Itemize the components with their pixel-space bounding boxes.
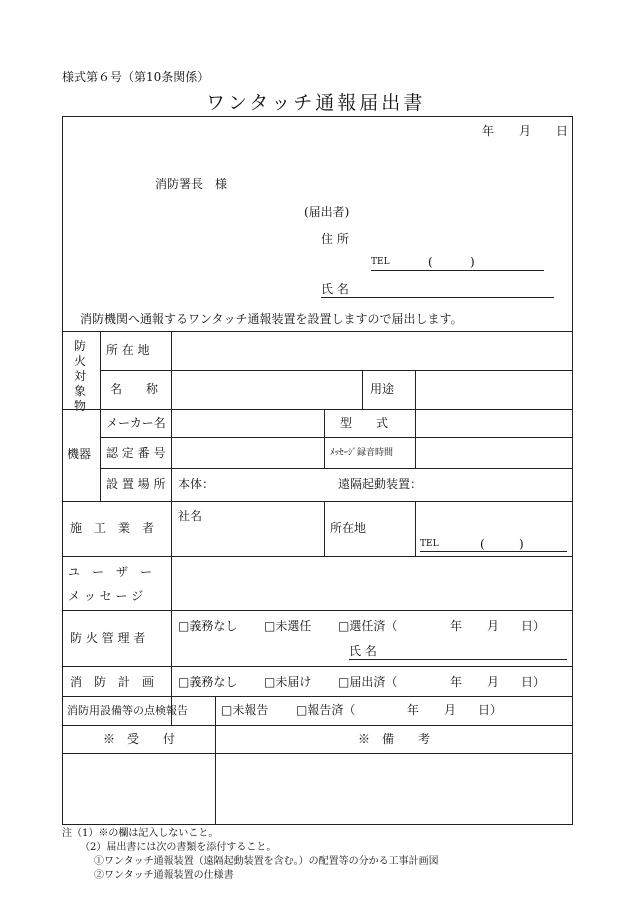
device-maker-label: メーカー名 bbox=[106, 416, 166, 430]
divider bbox=[100, 331, 101, 501]
date-day-label: 日 bbox=[556, 124, 569, 138]
applicant-tel-underline[interactable] bbox=[371, 270, 544, 271]
divider bbox=[62, 409, 573, 410]
contractor-tel-label: TEL bbox=[420, 539, 439, 549]
note-line-1: 注（1）※の欄は記入しないこと。 bbox=[62, 828, 219, 839]
object-name-label: 名 称 bbox=[110, 382, 159, 396]
reception-label: ※ 受 付 bbox=[103, 732, 176, 746]
device-msg-time-label: ﾒｯｾｰｼﾞ録音時間 bbox=[330, 448, 394, 458]
device-main-unit-label: 本体： bbox=[178, 477, 215, 491]
user-message-line1: ユ ー ザ ー bbox=[68, 565, 153, 579]
device-install-label: 設 置 場 所 bbox=[106, 477, 166, 491]
applicant-name-underline[interactable] bbox=[321, 297, 554, 298]
contractor-tel-paren-open: ( bbox=[480, 537, 485, 551]
page-title: ワンタッチ通報届出書 bbox=[206, 92, 426, 114]
divider bbox=[215, 696, 216, 825]
applicant-address-label: 住 所 bbox=[321, 232, 349, 246]
inspection-month: 月 bbox=[444, 703, 457, 717]
object-use-label: 用途 bbox=[370, 382, 395, 396]
device-cert-label: 認 定 番 号 bbox=[106, 446, 166, 460]
divider bbox=[62, 753, 573, 754]
date-month-label: 月 bbox=[519, 124, 532, 138]
divider bbox=[62, 556, 573, 557]
device-remote-label: 遠隔起動装置： bbox=[338, 477, 423, 491]
contractor-company-label: 社名 bbox=[178, 509, 203, 523]
user-message-line2: メ ッ セ ー ジ bbox=[68, 589, 144, 603]
addressee: 消防署長 様 bbox=[155, 177, 228, 191]
fire-plan-month: 月 bbox=[487, 675, 500, 689]
divider bbox=[415, 501, 416, 556]
divider bbox=[415, 409, 416, 468]
contractor-tel-paren-close: ) bbox=[519, 537, 524, 551]
statement-text: 消防機関へ通報するワンタッチ通報装置を設置しますので届出します。 bbox=[80, 312, 463, 326]
divider bbox=[62, 696, 573, 697]
device-section-label: 機器 bbox=[67, 447, 92, 461]
inspection-opt-not-reported[interactable]: □未報告 bbox=[221, 703, 269, 717]
inspection-label: 消防用設備等の点検報告 bbox=[67, 704, 188, 717]
fire-manager-opt-appointed[interactable]: □選任済（ bbox=[338, 619, 398, 633]
divider bbox=[62, 331, 573, 332]
divider bbox=[62, 501, 573, 502]
divider bbox=[324, 409, 325, 468]
fire-plan-day: 日） bbox=[521, 675, 546, 689]
divider bbox=[415, 370, 416, 409]
divider bbox=[62, 725, 573, 726]
fire-plan-label: 消 防 計 画 bbox=[70, 675, 155, 689]
fire-manager-label: 防 火 管 理 者 bbox=[70, 631, 146, 645]
date-year-label: 年 bbox=[482, 124, 495, 138]
fire-plan-opt-filed[interactable]: □届出済（ bbox=[338, 675, 398, 689]
divider bbox=[171, 331, 172, 725]
inspection-day: 日） bbox=[478, 703, 503, 717]
fire-manager-opt-unappointed[interactable]: □未選任 bbox=[264, 619, 312, 633]
fire-manager-day: 日） bbox=[521, 619, 546, 633]
fire-manager-year: 年 bbox=[450, 619, 463, 633]
divider bbox=[362, 370, 363, 409]
inspection-opt-reported[interactable]: □報告済（ bbox=[296, 703, 356, 717]
fire-manager-month: 月 bbox=[487, 619, 500, 633]
applicant-tel-paren-close: ) bbox=[470, 255, 475, 269]
fire-plan-opt-not-filed[interactable]: □未届け bbox=[264, 675, 312, 689]
fire-plan-opt-none[interactable]: □義務なし bbox=[178, 675, 238, 689]
fire-plan-year: 年 bbox=[450, 675, 463, 689]
contractor-label: 施 工 業 者 bbox=[70, 521, 155, 535]
fire-manager-opt-none[interactable]: □義務なし bbox=[178, 619, 238, 633]
divider bbox=[324, 501, 325, 556]
device-model-label: 型 式 bbox=[340, 416, 389, 430]
applicant-tel-label: TEL bbox=[371, 257, 390, 267]
object-section-label: 防火対象物 bbox=[74, 339, 87, 413]
divider bbox=[62, 610, 573, 611]
applicant-name-label: 氏 名 bbox=[321, 282, 349, 296]
object-location-label: 所 在 地 bbox=[106, 343, 150, 357]
remarks-label: ※ 備 考 bbox=[358, 732, 431, 746]
form-frame bbox=[62, 116, 573, 825]
note-line-2: （2）届出書には次の書類を添付すること。 bbox=[80, 842, 277, 853]
applicant-label: (届出者) bbox=[304, 205, 350, 219]
form-number: 様式第６号（第10条関係） bbox=[62, 70, 210, 84]
inspection-year: 年 bbox=[407, 703, 420, 717]
contractor-tel-underline[interactable] bbox=[420, 551, 567, 552]
applicant-tel-paren-open: ( bbox=[428, 255, 433, 269]
contractor-location-label: 所在地 bbox=[330, 521, 367, 535]
fire-manager-name-label: 氏 名 bbox=[349, 644, 377, 658]
note-line-4: ②ワンタッチ通報装置の仕様書 bbox=[94, 870, 234, 881]
note-line-3: ①ワンタッチ通報装置（遠隔起動装置を含む。）の配置等の分かる工事計画図 bbox=[94, 856, 439, 867]
divider bbox=[62, 666, 573, 667]
fire-manager-name-underline[interactable] bbox=[349, 659, 567, 660]
